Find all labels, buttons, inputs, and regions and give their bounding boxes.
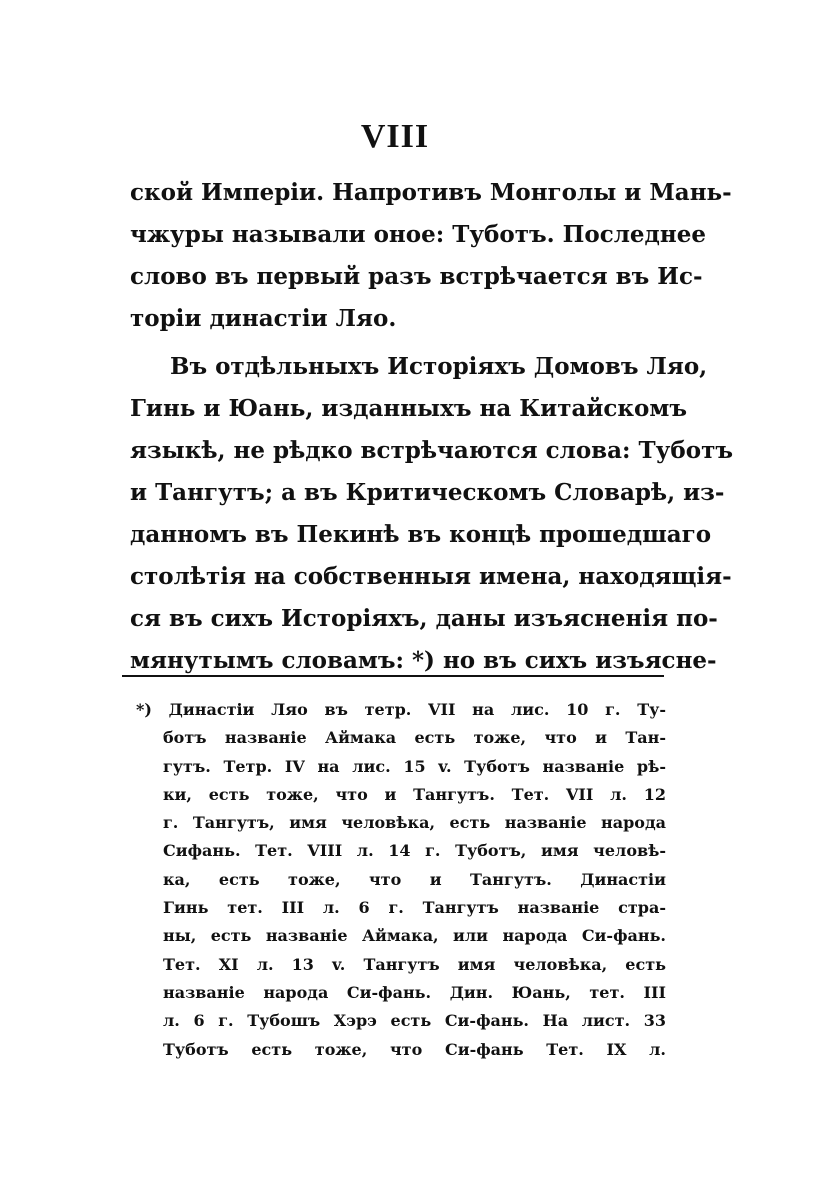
footnote bbox=[136, 696, 666, 1064]
footnote-line: названіе народа Си-фань. Дин. Юань, тет. III bbox=[163, 982, 666, 1002]
footnote-line: ботъ названіе Аймака есть тоже, что и Тан- bbox=[163, 728, 666, 748]
footnote-line: л. 6 г. Тубошъ Хэрэ есть Си-фань. На лист. 33 bbox=[163, 1011, 666, 1031]
footnote-line: *) Династіи Ляо въ тетр. VII на лис. 10 г. Ту- bbox=[136, 700, 666, 719]
text-line: столѣтія на собственныя имена, находящія- bbox=[130, 563, 732, 590]
footnote-line: гутъ. Тетр. IV на лис. 15 v. Туботъ названіе рѣ- bbox=[163, 756, 666, 776]
page-number: VIII bbox=[360, 118, 430, 155]
text-line: ся въ сихъ Исторіяхъ, даны изъясненія по- bbox=[130, 605, 718, 632]
footnote-line: г. Тангутъ, имя человѣка, есть названіе народа bbox=[163, 813, 666, 833]
footnote-line: Сифань. Тет. VIII л. 14 г. Туботъ, имя человѣ- bbox=[163, 841, 666, 861]
text-line: Гинь и Юань, изданныхъ на Китайскомъ bbox=[130, 395, 687, 422]
footnote-line: ки, есть тоже, что и Тангутъ. Тет. VII л. 12 bbox=[163, 784, 666, 804]
text-line: мянутымъ словамъ: *) но въ сихъ изъясне- bbox=[130, 647, 717, 674]
text-line: Въ отдѣльныхъ Исторіяхъ Домовъ Ляо, bbox=[170, 353, 708, 380]
footnote-line: Гинь тет. III л. 6 г. Тангутъ названіе стра- bbox=[163, 898, 666, 918]
text-line: чжуры называли оное: Туботъ. Последнее bbox=[130, 221, 706, 248]
text-line: данномъ въ Пекинѣ въ концѣ прошедшаго bbox=[130, 521, 712, 548]
footnote-line: ка, есть тоже, что и Тангутъ. Династіи bbox=[163, 869, 666, 889]
text-line: языкѣ, не рѣдко встрѣчаются слова: Туботъ bbox=[130, 437, 733, 464]
footnote-line: Тет. XI л. 13 v. Тангутъ имя человѣка, есть bbox=[163, 954, 666, 974]
main-text bbox=[130, 172, 733, 682]
footnote-divider bbox=[122, 675, 664, 677]
text-line: слово въ первый разъ встрѣчается въ Ис- bbox=[130, 263, 703, 290]
text-line: и Тангутъ; а въ Критическомъ Словарѣ, из- bbox=[130, 479, 725, 506]
footnote-line: ны, есть названіе Аймака, или народа Си-фань. bbox=[163, 926, 666, 946]
text-line: ской Имперіи. Напротивъ Монголы и Мань- bbox=[130, 179, 732, 206]
footnote-line: Туботъ есть тоже, что Си-фань Тет. IX л. bbox=[163, 1039, 666, 1059]
text-line: торіи династіи Ляо. bbox=[130, 305, 397, 332]
